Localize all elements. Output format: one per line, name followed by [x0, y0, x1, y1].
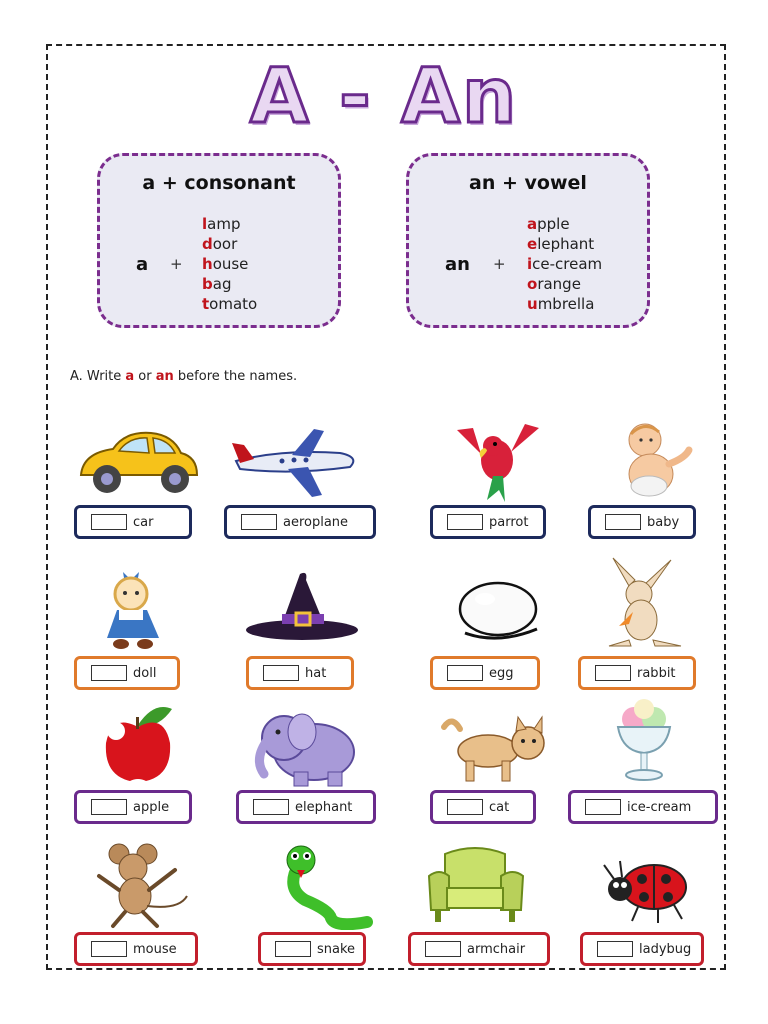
item-word: egg: [489, 665, 514, 681]
answer-blank[interactable]: [91, 799, 127, 815]
exercise-item-rabbit: [574, 556, 714, 686]
exercise-item-baby: [586, 420, 726, 550]
item-word: aeroplane: [283, 514, 349, 530]
rule-heading: a + consonant: [142, 172, 296, 194]
answer-box: [568, 790, 718, 824]
rule-article: a: [136, 254, 149, 275]
exercise-item-ladybug: [578, 840, 718, 970]
ice-cream-icon: [590, 696, 700, 788]
item-word: parrot: [489, 514, 529, 530]
rule-word: orange: [527, 275, 581, 293]
rule-word-list: [527, 214, 602, 314]
answer-blank[interactable]: [447, 799, 483, 815]
answer-box: [246, 656, 354, 690]
answer-blank[interactable]: [91, 514, 127, 530]
exercise-item-aeroplane: [222, 420, 362, 550]
exercise-item-snake: [256, 840, 396, 970]
exercise-instruction: A. Write a or an before the names.: [70, 369, 298, 384]
answer-box: [74, 656, 180, 690]
exercise-item-cat: [428, 702, 568, 832]
snake-icon: [256, 840, 396, 930]
aeroplane-icon: [222, 420, 362, 506]
parrot-icon: [428, 420, 568, 506]
doll-icon: [68, 566, 208, 650]
exercise-item-ice-cream: [566, 696, 706, 826]
answer-box: [580, 932, 704, 966]
item-word: rabbit: [637, 665, 676, 681]
item-word: hat: [305, 665, 327, 681]
answer-blank[interactable]: [253, 799, 289, 815]
rule-box-vowel: [406, 153, 650, 328]
item-word: apple: [133, 799, 170, 815]
rule-box-consonant: [97, 153, 341, 328]
answer-box: [408, 932, 550, 966]
rule-heading: an + vowel: [469, 172, 587, 194]
ladybug-icon: [578, 840, 718, 930]
answer-box: [236, 790, 376, 824]
rule-word: door: [202, 235, 238, 253]
answer-box: [74, 932, 198, 966]
answer-blank[interactable]: [605, 514, 641, 530]
exercise-item-apple: [68, 702, 208, 832]
answer-blank[interactable]: [447, 514, 483, 530]
answer-box: [430, 790, 536, 824]
cat-icon: [428, 702, 568, 788]
rule-word: bag: [202, 275, 232, 293]
answer-box: [224, 505, 376, 539]
answer-blank[interactable]: [425, 941, 461, 957]
elephant-icon: [234, 702, 374, 788]
answer-box: [74, 790, 192, 824]
rule-plus: +: [170, 255, 183, 273]
item-word: mouse: [133, 941, 177, 957]
answer-box: [430, 656, 540, 690]
answer-blank[interactable]: [241, 514, 277, 530]
rule-word: ice-cream: [527, 255, 603, 273]
exercise-item-armchair: [406, 840, 546, 970]
exercise-item-mouse: [68, 840, 208, 970]
rule-word: elephant: [527, 235, 595, 253]
rule-article: an: [445, 254, 470, 275]
baby-icon: [586, 420, 726, 506]
rule-word: apple: [527, 215, 570, 233]
answer-box: [74, 505, 192, 539]
answer-blank[interactable]: [263, 665, 299, 681]
armchair-icon: [406, 840, 546, 930]
rabbit-icon: [574, 556, 714, 652]
car-icon: [68, 420, 208, 506]
rule-plus: +: [493, 255, 506, 273]
item-word: cat: [489, 799, 510, 815]
item-word: car: [133, 514, 154, 530]
hat-icon: [232, 566, 372, 650]
exercise-item-elephant: [234, 702, 374, 832]
answer-blank[interactable]: [91, 941, 127, 957]
exercise-item-hat: [232, 566, 372, 696]
item-word: ladybug: [639, 941, 692, 957]
answer-blank[interactable]: [447, 665, 483, 681]
exercise-item-car: [68, 420, 208, 550]
answer-blank[interactable]: [585, 799, 621, 815]
answer-box: [588, 505, 696, 539]
mouse-icon: [68, 840, 208, 930]
rule-word: house: [202, 255, 249, 273]
answer-blank[interactable]: [91, 665, 127, 681]
item-word: elephant: [295, 799, 353, 815]
apple-icon: [68, 702, 208, 788]
answer-box: [430, 505, 546, 539]
answer-box: [258, 932, 366, 966]
item-word: snake: [317, 941, 356, 957]
egg-icon: [428, 566, 568, 650]
exercise-item-egg: [428, 566, 568, 696]
answer-box: [578, 656, 696, 690]
rule-word: tomato: [202, 295, 258, 313]
item-word: baby: [647, 514, 680, 530]
rule-word-list: [202, 214, 257, 314]
item-word: armchair: [467, 941, 526, 957]
exercise-item-parrot: [428, 420, 568, 550]
answer-blank[interactable]: [595, 665, 631, 681]
rule-word: umbrella: [527, 295, 595, 313]
page-title: A - An: [249, 51, 519, 140]
item-word: ice-cream: [627, 799, 692, 815]
rule-word: lamp: [202, 215, 241, 233]
item-word: doll: [133, 665, 157, 681]
exercise-item-doll: [68, 566, 208, 696]
answer-blank[interactable]: [597, 941, 633, 957]
answer-blank[interactable]: [275, 941, 311, 957]
